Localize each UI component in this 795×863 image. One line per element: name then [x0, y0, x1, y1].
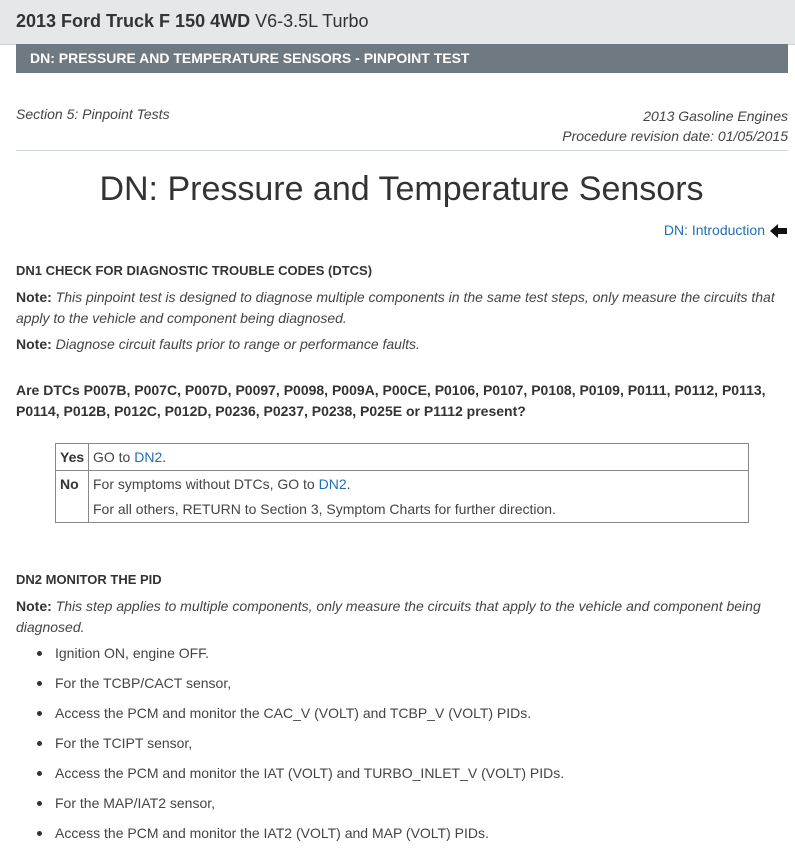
vehicle-engine: V6-3.5L Turbo	[255, 11, 369, 31]
table-row-no	[56, 471, 749, 523]
dn2-link[interactable]: DN2	[134, 449, 163, 465]
list-item-text: For the MAP/IAT2 sensor,	[55, 795, 216, 811]
page-title: DN: Pressure and Temperature Sensors	[99, 170, 704, 208]
yes-text: GO to	[93, 449, 135, 465]
bullet-icon	[37, 651, 42, 656]
vehicle-model: 2013 Ford Truck F 150 4WD	[16, 11, 251, 31]
left-arrow-icon[interactable]	[770, 224, 788, 238]
list-item-text: Access the PCM and monitor the IAT (VOLT) and TURBO_INLET_V (VOLT) PIDs.	[55, 765, 565, 781]
revision-date: Procedure revision date: 01/05/2015	[562, 128, 788, 144]
note-text: Diagnose circuit faults prior to range or performance faults.	[55, 336, 420, 352]
dn2-steps-list	[16, 643, 564, 853]
bullet-icon	[37, 741, 42, 746]
list-item-text: For the TCIPT sensor,	[55, 735, 193, 751]
bullet-icon	[37, 681, 42, 686]
note-label: Note:	[16, 289, 52, 305]
yes-action	[89, 444, 749, 471]
vehicle-header	[0, 0, 795, 45]
dn1-heading: DN1 CHECK FOR DIAGNOSTIC TROUBLE CODES (DTCS)	[16, 263, 373, 278]
yes-no-table	[55, 443, 749, 523]
bullet-icon	[37, 831, 42, 836]
bullet-icon	[37, 711, 42, 716]
no-suffix: .	[346, 476, 351, 492]
list-item-text: Ignition ON, engine OFF.	[55, 645, 210, 661]
section-title-bar: DN: PRESSURE AND TEMPERATURE SENSORS - PINPOINT TEST	[16, 44, 788, 73]
yes-label: Yes	[56, 444, 89, 471]
dn2-link[interactable]: DN2	[318, 476, 347, 492]
no-action	[89, 471, 749, 523]
note-text: This pinpoint test is designed to diagnose multiple components in the same test steps, only measure the circuits that apply to the vehicle and component being diagnosed.	[16, 289, 775, 326]
list-item	[16, 673, 564, 703]
dn1-note-2	[16, 334, 788, 355]
yes-suffix: .	[162, 449, 167, 465]
section-label: Section 5: Pinpoint Tests	[16, 106, 170, 122]
list-item	[16, 823, 564, 853]
bullet-icon	[37, 771, 42, 776]
vehicle-title	[16, 11, 369, 32]
list-item	[16, 793, 564, 823]
dtc-question: Are DTCs P007B, P007C, P007D, P0097, P0098, P009A, P00CE, P0106, P0107, P0108, P0109, P0111, P0112, P0113, P0114, P012B, P012C, P012D, P0236, P0237, P0238, P025E or P1112 present?	[16, 382, 766, 419]
no-text: For symptoms without DTCs, GO to	[93, 476, 319, 492]
no-label: No	[56, 471, 89, 523]
dn2-note	[16, 596, 788, 638]
dn1-note-1	[16, 287, 788, 329]
note-text: This step applies to multiple components, only measure the circuits that apply to the vehicle and component being diagnosed.	[16, 598, 761, 635]
list-item	[16, 643, 564, 673]
list-item-text: Access the PCM and monitor the CAC_V (VOLT) and TCBP_V (VOLT) PIDs.	[55, 705, 532, 721]
table-row-yes	[56, 444, 749, 471]
list-item-text: Access the PCM and monitor the IAT2 (VOLT) and MAP (VOLT) PIDs.	[55, 825, 489, 841]
no-text-2: For all others, RETURN to Section 3, Symptom Charts for further direction.	[93, 501, 556, 517]
note-label: Note:	[16, 598, 52, 614]
introduction-link[interactable]: DN: Introduction	[663, 222, 765, 238]
list-item-text: For the TCBP/CACT sensor,	[55, 675, 232, 691]
list-item	[16, 763, 564, 793]
category-label: 2013 Gasoline Engines	[643, 108, 788, 124]
header-divider	[16, 150, 788, 151]
bullet-icon	[37, 801, 42, 806]
note-label: Note:	[16, 336, 52, 352]
document-meta	[562, 106, 788, 146]
dn2-heading: DN2 MONITOR THE PID	[16, 572, 162, 587]
list-item	[16, 733, 564, 763]
list-item	[16, 703, 564, 733]
